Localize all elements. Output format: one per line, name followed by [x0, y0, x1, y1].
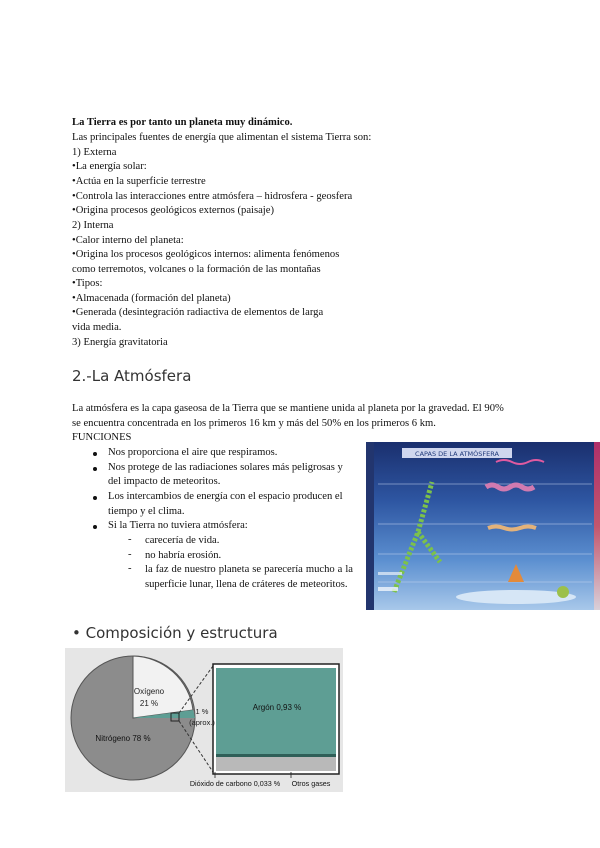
sub-item: carecería de vida. — [145, 535, 220, 546]
atmosphere-layers-figure — [366, 442, 600, 610]
oxygen-pct: 21 % — [139, 699, 159, 708]
intro-line: como terremotos, volcanes o la formación de las montañas — [72, 264, 321, 275]
sub-item: la faz de nuestro planeta se parecería mucho a la superficie lunar, llena de cráteres de meteoritos. — [145, 564, 353, 590]
intro-line: •Actúa en la superficie terrestre — [72, 176, 206, 187]
atm-figure-title: CAPAS DE LA ATMÓSFERA — [415, 450, 499, 458]
intro-line: •Origina los procesos geológicos internos: alimenta fenómenos — [72, 249, 340, 260]
co2-label: Dióxido de carbono 0,033 % — [189, 779, 281, 788]
intro-line: •Controla las interacciones entre atmósfera – hidrosfera - geosfera — [72, 191, 353, 202]
dash-marker: - — [128, 549, 132, 560]
section-heading-atmosfera: 2.-La Atmósfera — [72, 367, 192, 385]
intro-line: Las principales fuentes de energía que alimentan el sistema Tierra son: — [72, 132, 372, 143]
funcion-item: Los intercambios de energía con el espacio producen el — [108, 491, 343, 502]
otros-label: Otros gases — [291, 779, 331, 788]
bullet-dot — [93, 525, 97, 529]
funcion-item: Nos proporciona el aire que respiramos. — [108, 447, 278, 458]
approx-label: (aprox.) — [189, 718, 215, 727]
intro-line: 1) Externa — [72, 147, 117, 158]
dash-marker: - — [128, 563, 132, 574]
funcion-item: Si la Tierra no tuviera atmósfera: — [108, 520, 248, 531]
intro-line: 3) Energía gravitatoria — [72, 337, 168, 348]
funciones-label: FUNCIONES — [72, 432, 132, 443]
intro-line: •La energía solar: — [72, 161, 147, 172]
intro-line: •Origina procesos geológicos externos (paisaje) — [72, 205, 274, 216]
section-heading-composicion: • Composición y estructura — [72, 624, 278, 642]
oxygen-label: Oxígeno — [133, 687, 165, 696]
intro-line: •Generada (desintegración radiactiva de elementos de larga — [72, 307, 324, 318]
intro-line: vida media. — [72, 322, 122, 333]
nitrogen-label: Nitrógeno 78 % — [95, 734, 151, 743]
bullet-dot — [93, 496, 97, 500]
composition-figure — [65, 648, 343, 792]
dash-marker: - — [128, 534, 132, 545]
sub-item: no habría erosión. — [145, 550, 222, 561]
funcion-item: Nos protege de las radiaciones solares más peligrosas y — [108, 462, 343, 473]
atmosfera-paragraph: se encuentra concentrada en los primeros 16 km y más del 50% en los primeros 6 km. — [72, 418, 436, 429]
intro-line: •Tipos: — [72, 278, 103, 289]
intro-line: •Almacenada (formación del planeta) — [72, 293, 231, 304]
bullet-dot — [93, 452, 97, 456]
funcion-item-cont: tiempo y el clima. — [108, 506, 185, 517]
funcion-item-cont: del impacto de meteoritos. — [108, 476, 221, 487]
intro-title: La Tierra es por tanto un planeta muy dinámico. — [72, 117, 293, 128]
one-percent-label: 1 % — [195, 707, 209, 716]
argon-label: Argón 0,93 % — [252, 703, 302, 712]
bullet-dot — [93, 467, 97, 471]
intro-line: •Calor interno del planeta: — [72, 235, 184, 246]
atmosfera-paragraph: La atmósfera es la capa gaseosa de la Tierra que se mantiene unida al planeta por la gravedad. El 90% — [72, 403, 504, 414]
intro-line: 2) Interna — [72, 220, 114, 231]
